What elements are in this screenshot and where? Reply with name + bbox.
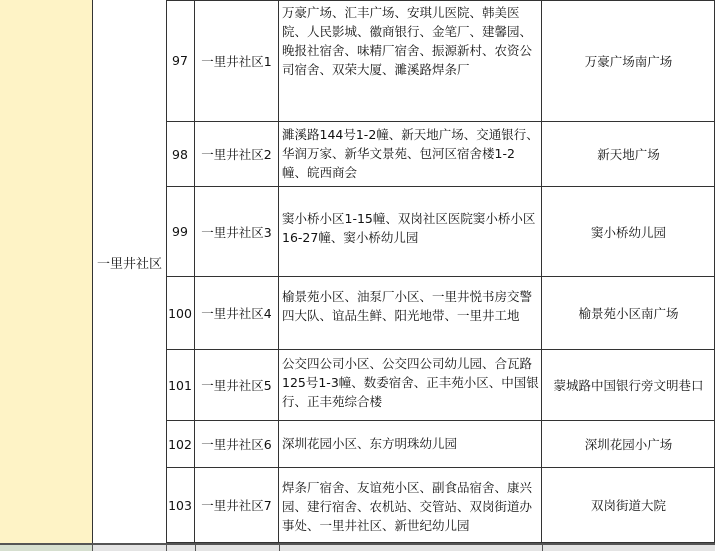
coverage-area[interactable]: 万豪广场、汇丰广场、安琪儿医院、韩美医院、人民影城、徽商银行、金笔厂、建馨园、晚报社宿舍、味精厂宿舍、振源新村、农资公司宿舍、双荣大厦、濉溪路焊条厂 xyxy=(279,0,542,121)
column-separator xyxy=(195,545,196,551)
coverage-area[interactable]: 窦小桥小区1-15幢、双岗社区医院窦小桥小区16-27幢、窦小桥幼儿园 xyxy=(279,187,542,276)
grid-name[interactable]: 一里井社区5 xyxy=(195,350,279,420)
column-separator xyxy=(279,545,280,551)
test-site[interactable]: 双岗街道大院 xyxy=(590,498,666,513)
column-a-highlight xyxy=(0,0,93,543)
table-row xyxy=(166,350,715,421)
table-row xyxy=(166,277,715,350)
district-cell[interactable] xyxy=(93,0,167,543)
coverage-area[interactable]: 濉溪路144号1-2幢、新天地广场、交通银行、华润万家、新华文景苑、包河区宿舍楼1-2幢、皖西商会 xyxy=(279,122,542,186)
table-row xyxy=(166,187,715,277)
table-row xyxy=(166,0,715,122)
coverage-area[interactable]: 公交四公司小区、公交四公司幼儿园、合瓦路125号1-3幢、数委宿舍、正丰苑小区、中国银行、正丰苑综合楼 xyxy=(279,350,542,420)
coverage-area[interactable]: 焊条厂宿舍、友谊苑小区、副食品宿舍、康兴园、建行宿舍、农机站、交管站、双岗街道办事处、一里井社区、新世纪幼儿园 xyxy=(279,468,542,542)
table-row xyxy=(166,468,715,543)
test-site[interactable]: 万豪广场南广场 xyxy=(584,53,673,69)
grid-name[interactable]: 一里井社区1 xyxy=(195,0,279,121)
row-number[interactable]: 100 xyxy=(166,277,195,349)
row-number[interactable]: 102 xyxy=(166,421,195,467)
district-label: 一里井社区 xyxy=(96,257,162,272)
test-site[interactable]: 榆景苑小区南广场 xyxy=(578,306,679,321)
row-number[interactable]: 103 xyxy=(166,468,195,542)
test-site[interactable]: 窦小桥幼儿园 xyxy=(590,224,666,240)
column-separator xyxy=(542,545,543,551)
test-site[interactable]: 深圳花园小广场 xyxy=(584,437,673,452)
grid-name[interactable]: 一里井社区4 xyxy=(195,277,279,349)
table-row xyxy=(166,122,715,187)
row-number[interactable]: 101 xyxy=(166,350,195,420)
grid-name[interactable]: 一里井社区3 xyxy=(195,187,279,276)
column-separator xyxy=(92,545,93,551)
coverage-area[interactable]: 榆景苑小区、油泵厂小区、一里井悦书房交警四大队、谊品生鲜、阳光地带、一里井工地 xyxy=(279,277,542,349)
row-number[interactable]: 98 xyxy=(166,122,195,186)
row-number[interactable]: 97 xyxy=(166,0,195,121)
grid-name[interactable]: 一里井社区6 xyxy=(195,421,279,467)
next-row-strip xyxy=(0,543,715,551)
grid-name[interactable]: 一里井社区7 xyxy=(195,468,279,542)
next-row-column-a xyxy=(0,545,92,551)
row-number[interactable]: 99 xyxy=(166,187,195,276)
test-site[interactable]: 新天地广场 xyxy=(597,147,660,162)
test-site[interactable]: 蒙城路中国银行旁文明巷口 xyxy=(553,378,704,393)
column-separator xyxy=(166,545,167,551)
coverage-area[interactable]: 深圳花园小区、东方明珠幼儿园 xyxy=(279,421,542,467)
grid-name[interactable]: 一里井社区2 xyxy=(195,122,279,186)
table-row xyxy=(166,421,715,468)
